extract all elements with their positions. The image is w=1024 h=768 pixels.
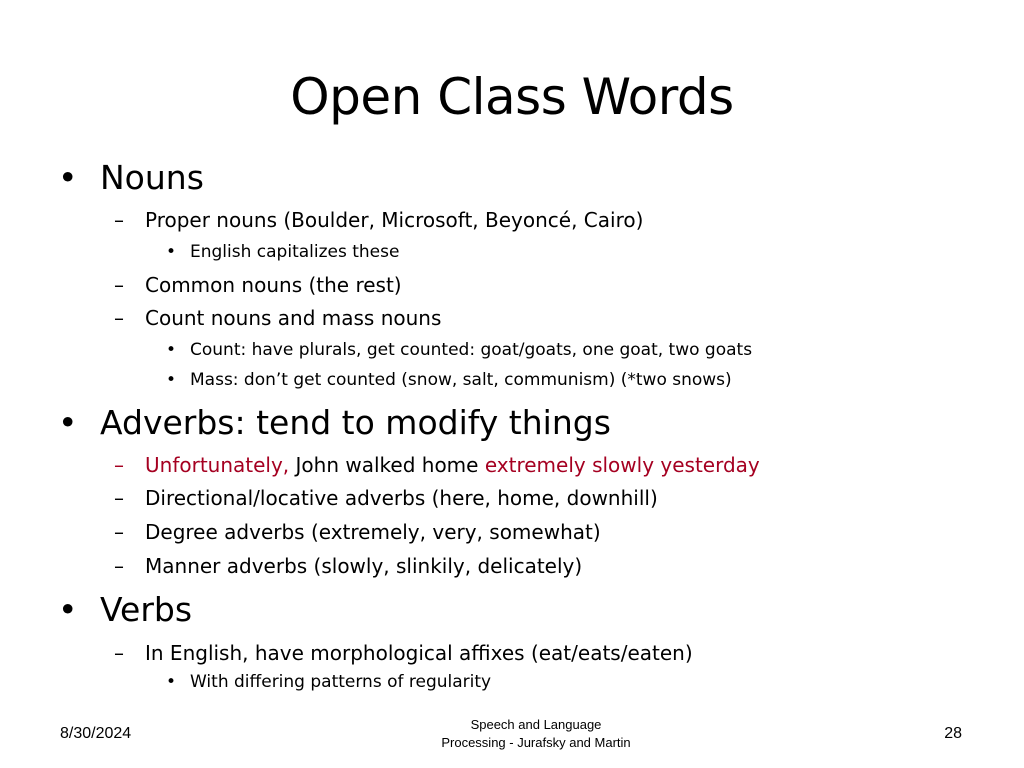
common-nouns-text: Common nouns (the rest) bbox=[145, 273, 402, 297]
bullet-icon: • bbox=[166, 370, 177, 390]
bullet-icon: • bbox=[166, 340, 177, 360]
bullet-icon: • bbox=[58, 403, 78, 442]
adverbs-heading: Adverbs: tend to modify things bbox=[100, 403, 611, 442]
footer-source bbox=[380, 716, 692, 752]
slide-title: Open Class Words bbox=[290, 68, 734, 126]
count-mass-text: Count nouns and mass nouns bbox=[145, 306, 442, 330]
regularity-text: With differing patterns of regularity bbox=[190, 672, 492, 692]
mass-text: Mass: don’t get counted (snow, salt, communism) (*two snows) bbox=[190, 370, 732, 390]
count-text: Count: have plurals, get counted: goat/goats, one goat, two goats bbox=[190, 340, 753, 360]
page-number: 28 bbox=[944, 725, 962, 742]
degree-text: Degree adverbs (extremely, very, somewhat) bbox=[145, 520, 601, 544]
footer-source-line1: Speech and Language bbox=[470, 717, 602, 732]
dash-icon: – bbox=[114, 554, 124, 578]
dash-icon: – bbox=[114, 208, 124, 232]
manner-text: Manner adverbs (slowly, slinkily, delicately) bbox=[145, 554, 583, 578]
bullet-icon: • bbox=[166, 672, 177, 692]
dash-icon: – bbox=[114, 306, 124, 330]
bullet-icon: • bbox=[58, 158, 78, 197]
bullet-icon: • bbox=[166, 242, 177, 262]
morphological-text: In English, have morphological affixes (eat/eats/eaten) bbox=[145, 641, 693, 665]
verbs-heading: Verbs bbox=[100, 590, 193, 629]
example-highlight-extremely: extremely slowly yesterday bbox=[484, 453, 760, 477]
directional-text: Directional/locative adverbs (here, home, downhill) bbox=[145, 486, 658, 510]
nouns-heading: Nouns bbox=[100, 158, 204, 197]
dash-icon: – bbox=[114, 453, 124, 477]
adverb-example-text bbox=[145, 451, 760, 479]
dash-icon: – bbox=[114, 273, 124, 297]
footer-date: 8/30/2024 bbox=[60, 725, 132, 742]
dash-icon: – bbox=[114, 486, 124, 510]
dash-icon: – bbox=[114, 520, 124, 544]
bullet-icon: • bbox=[58, 590, 78, 629]
proper-nouns-text: Proper nouns (Boulder, Microsoft, Beyoncé, Cairo) bbox=[145, 208, 644, 232]
example-plain: John walked home bbox=[289, 453, 485, 477]
footer-source-line2: Processing - Jurafsky and Martin bbox=[441, 735, 631, 750]
capitalizes-text: English capitalizes these bbox=[190, 242, 400, 262]
example-highlight-unfortunately: Unfortunately, bbox=[145, 453, 290, 477]
dash-icon: – bbox=[114, 641, 124, 665]
